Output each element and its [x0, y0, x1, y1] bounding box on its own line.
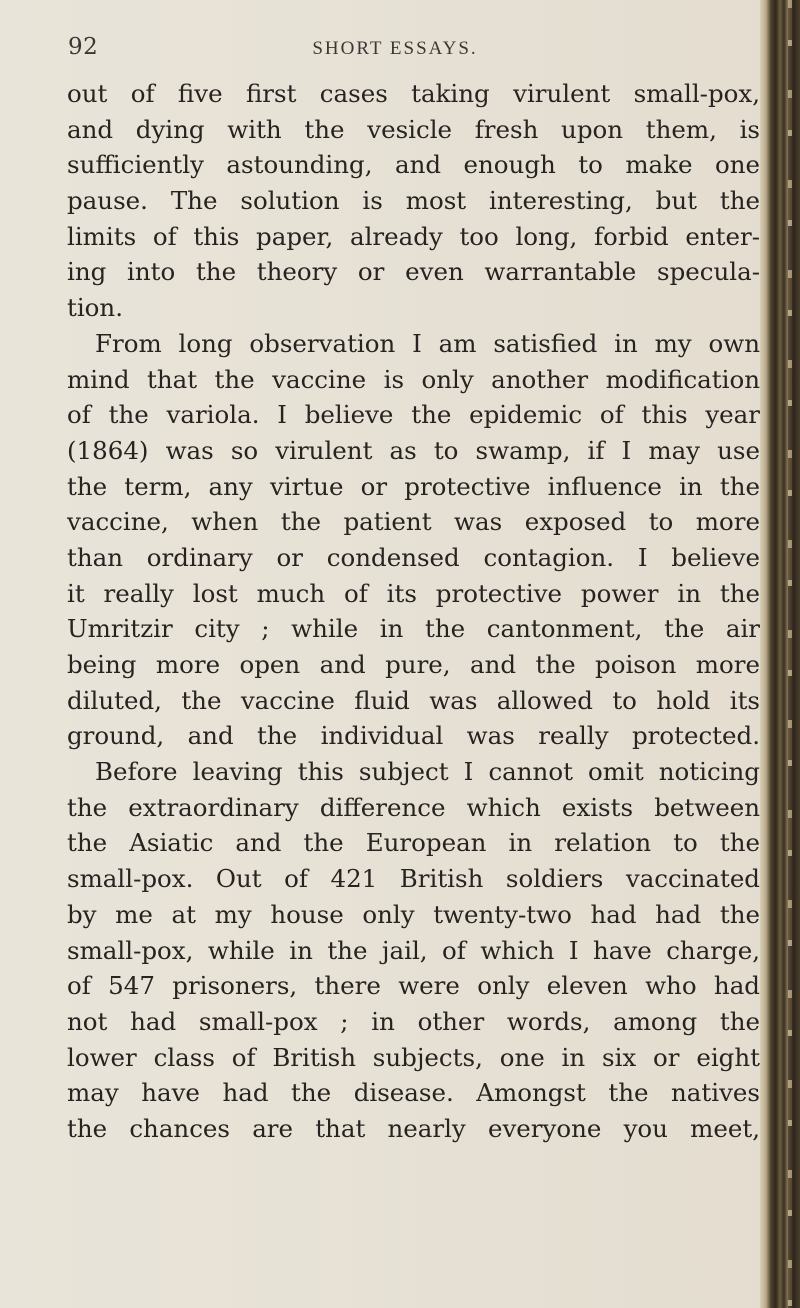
text-line: out of five first cases taking virulent small-pox,: [67, 79, 760, 108]
text-line: small-pox. Out of 421 British soldiers vaccinated: [67, 864, 760, 894]
text-line: Before leaving this subject I cannot omit noticing: [95, 757, 760, 787]
text-line: it really lost much of its protective power in the: [67, 578, 760, 608]
book-spine-edge: [760, 0, 800, 1308]
text-line: lower class of British subjects, one in six or eight: [67, 1042, 760, 1072]
text-line: mind that the vaccine is only another modification: [67, 364, 760, 394]
text-line: tion.: [67, 293, 123, 323]
running-head: SHORT ESSAYS.: [312, 38, 478, 59]
text-line: ground, and the individual was really protected.: [67, 721, 760, 751]
text-line: of the variola. I believe the epidemic of this year: [67, 400, 760, 430]
text-line: ing into the theory or even warrantable specula-: [67, 257, 760, 287]
text-line: the extraordinary difference which exists between: [67, 792, 760, 822]
text-line: (1864) was so virulent as to swamp, if I may use: [67, 435, 760, 465]
text-line: the term, any virtue or protective influence in the: [67, 471, 760, 501]
text-line: the chances are that nearly everyone you meet,: [67, 1113, 760, 1143]
text-line: small-pox, while in the jail, of which I have charge,: [67, 935, 760, 965]
text-line: than ordinary or condensed contagion. I believe: [67, 542, 760, 572]
text-line: From long observation I am satisfied in my own: [95, 328, 760, 358]
text-line: may have had the disease. Amongst the natives: [67, 1078, 760, 1108]
text-line: sufficiently astounding, and enough to make one: [67, 150, 760, 180]
text-line: Umritzir city ; while in the cantonment, the air: [67, 614, 760, 644]
text-line: by me at my house only twenty-two had had the: [67, 899, 760, 929]
text-line: of 547 prisoners, there were only eleven who had: [67, 971, 760, 1001]
text-line: vaccine, when the patient was exposed to more: [67, 507, 760, 537]
text-line: being more open and pure, and the poison more: [67, 650, 760, 679]
body-text: [67, 76, 760, 1147]
text-line: diluted, the vaccine fluid was allowed to hold its: [67, 685, 760, 715]
text-line: not had small-pox ; in other words, among the: [67, 1006, 760, 1036]
text-line: pause. The solution is most interesting, but the: [67, 186, 760, 216]
text-line: the Asiatic and the European in relation to the: [67, 828, 760, 858]
text-line: limits of this paper, already too long, forbid enter-: [67, 221, 760, 251]
spine-highlight: [788, 0, 792, 1308]
page-number: 92: [68, 34, 99, 60]
text-line: and dying with the vesicle fresh upon them, is: [67, 114, 760, 144]
